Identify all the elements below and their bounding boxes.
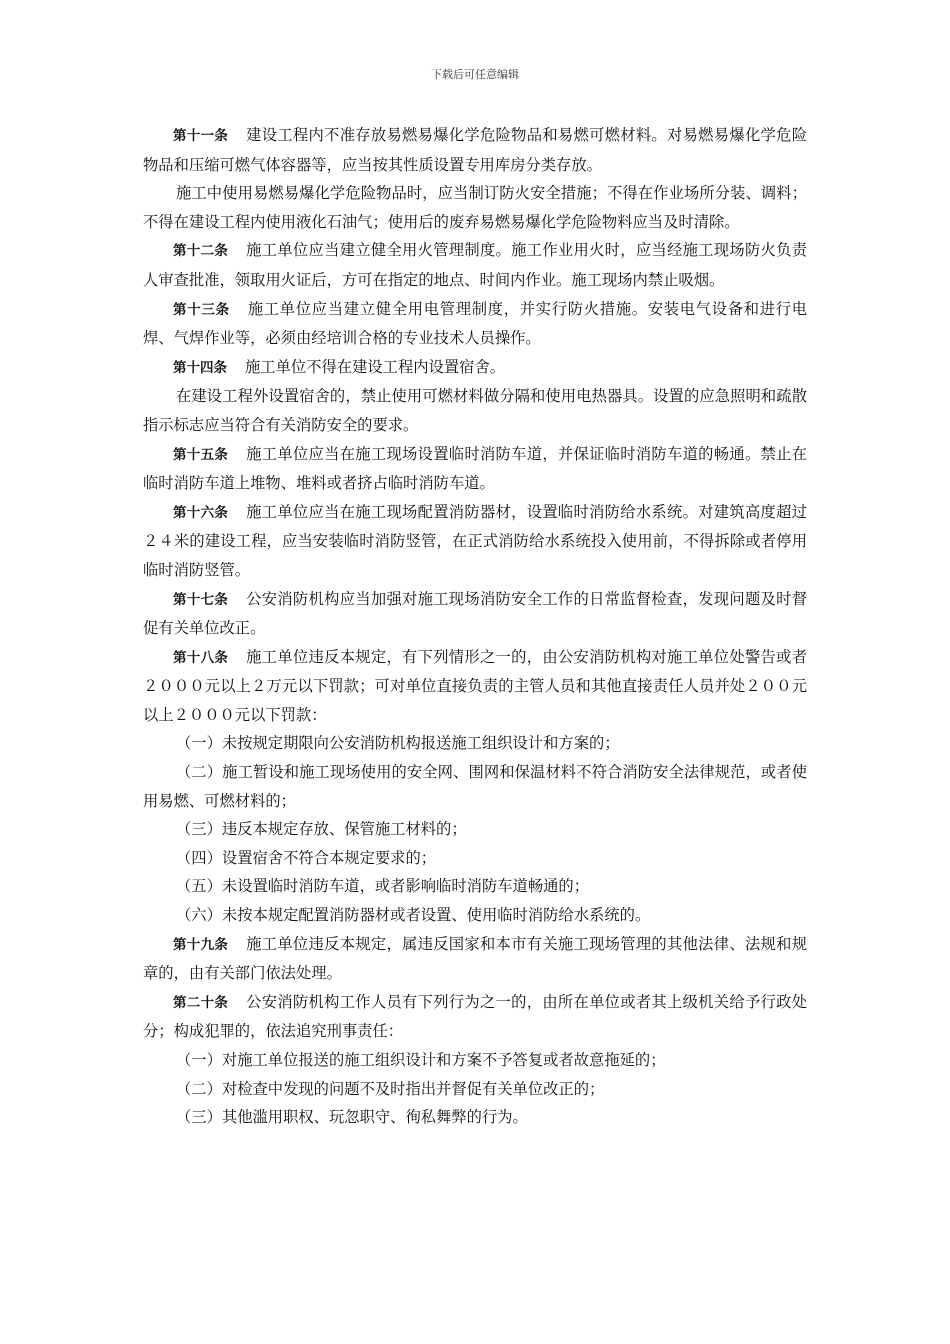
article-number: 第十七条 <box>173 591 229 608</box>
article-number: 第十二条 <box>173 243 229 260</box>
paragraph-text: 建设工程内不准存放易燃易爆化学危险物品和易燃可燃材料。对易燃易爆化学危险物品和压缩可燃气体容器等，应当按其性质设置专用库房分类存放。 <box>143 126 807 174</box>
paragraph-text: 施工单位应当在施工现场设置临时消防车道，并保证临时消防车道的畅通。禁止在临时消防车道上堆物、堆料或者挤占临时消防车道。 <box>143 444 807 493</box>
paragraph-text: 施工单位不得在建设工程内设置宿舍。 <box>245 357 506 376</box>
article-number: 第十五条 <box>173 446 229 463</box>
paragraph-text: 施工中使用易燃易爆化学危险物品时，应当制订防火安全措施；不得在作业场所分装、调料；不得在建设工程内使用液化石油气；使用后的废弃易燃易爆化学危险物料应当及时清除。 <box>143 184 807 231</box>
body-paragraph <box>143 179 807 236</box>
body-paragraph <box>143 382 807 439</box>
article-number: 第十六条 <box>173 504 229 521</box>
article-number: 第十四条 <box>173 359 227 376</box>
article-paragraph <box>143 585 807 643</box>
article-paragraph <box>143 121 807 179</box>
article-paragraph <box>143 930 807 988</box>
paragraph-text: 施工单位应当建立健全用火管理制度。施工作业用火时，应当经施工现场防火负责人审查批准，领取用火证后，方可在指定的地点、时间内作业。施工现场内禁止吸烟。 <box>143 241 807 289</box>
paragraph-text: （三）其他滥用职权、玩忽职守、徇私舞弊的行为。 <box>176 1108 528 1127</box>
paragraph-text: 施工单位违反本规定，属违反国家和本市有关施工现场管理的其他法律、法规和规章的，由有关部门依法处理。 <box>143 934 807 983</box>
article-number: 第十一条 <box>173 128 229 144</box>
paragraph-text: 施工单位应当建立健全用电管理制度，并实行防火措施。安装电气设备和进行电焊、气焊作业等，必须由经培训合格的专业技术人员操作。 <box>143 299 807 348</box>
list-item <box>143 815 807 844</box>
paragraph-text: （一）对施工单位报送的施工组织设计和方案不予答复或者故意拖延的； <box>176 1051 666 1069</box>
list-item <box>143 901 807 930</box>
article-number: 第十三条 <box>173 301 230 318</box>
paragraph-text: 在建设工程外设置宿舍的，禁止使用可燃材料做分隔和使用电热器具。设置的应急照明和疏散指示标志应当符合有关消防安全的要求。 <box>143 387 807 434</box>
article-paragraph <box>143 295 807 353</box>
article-number: 第二十条 <box>173 994 229 1011</box>
article-number: 第十九条 <box>173 936 229 953</box>
document-body <box>143 121 807 1132</box>
paragraph-text: 公安消防机构工作人员有下列行为之一的，由所在单位或者其上级机关给予行政处分；构成犯罪的，依法追究刑事责任： <box>143 992 807 1041</box>
article-paragraph <box>143 440 807 498</box>
list-item <box>143 1046 807 1075</box>
paragraph-text: （一）未按规定期限向公安消防机构报送施工组织设计和方案的； <box>176 734 620 753</box>
list-item <box>143 872 807 901</box>
list-item <box>143 1075 807 1104</box>
paragraph-text: 施工单位应当在施工现场配置消防器材，设置临时消防给水系统。对建筑高度超过２４米的建设工程，应当安装临时消防竖管，在正式消防给水系统投入使用前，不得拆除或者停用临时消防竖管。 <box>143 502 807 579</box>
article-number: 第十八条 <box>173 649 229 666</box>
article-paragraph <box>143 236 807 294</box>
paragraph-text: （二）对检查中发现的问题不及时指出并督促有关单位改正的； <box>176 1079 605 1098</box>
paragraph-text: （六）未按本规定配置消防器材或者设置、使用临时消防给水系统的。 <box>176 906 651 925</box>
list-item <box>143 844 807 873</box>
paragraph-text: 施工单位违反本规定，有下列情形之一的，由公安消防机构对施工单位处警告或者２０００元以上２万元以下罚款；可对单位直接负责的主管人员和其他直接责任人员并处２００元以上２０００元以下罚款： <box>143 647 807 724</box>
list-item <box>143 1103 807 1132</box>
article-paragraph <box>143 988 807 1046</box>
article-paragraph <box>143 643 807 730</box>
paragraph-text: 公安消防机构应当加强对施工现场消防安全工作的日常监督检查，发现问题及时督促有关单位改正。 <box>143 589 807 638</box>
list-item <box>143 758 807 815</box>
paragraph-text: （五）未设置临时消防车道，或者影响临时消防车道畅通的； <box>176 877 590 896</box>
paragraph-text: （三）违反本规定存放、保管施工材料的； <box>176 820 467 839</box>
article-paragraph <box>143 353 807 383</box>
list-item <box>143 729 807 758</box>
article-paragraph <box>143 498 807 585</box>
page-header: 下载后可任意编辑 <box>431 68 519 81</box>
paragraph-text: （四）设置宿舍不符合本规定要求的； <box>176 848 437 867</box>
paragraph-text: （二）施工暂设和施工现场使用的安全网、围网和保温材料不符合消防安全法律规范，或者使用易燃、可燃材料的； <box>143 763 807 810</box>
